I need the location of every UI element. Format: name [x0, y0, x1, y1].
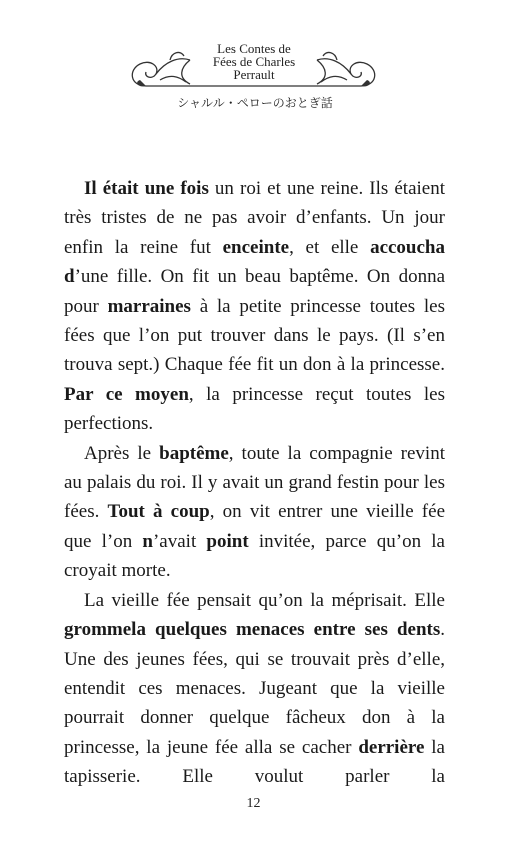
text-run: , on vit entrer une vieille fée que l’on [64, 501, 445, 552]
page-number: 12 [246, 796, 261, 811]
text-run: à la petite princesse toutes les fées que l’on put trouver dans le pays. (Il s’en trouva sept.) Chaque fée fit un don à la princesse. [64, 295, 445, 376]
text-run: , toute la compagnie revint au palais du roi. Il y avait un grand festin pour les fées. [64, 442, 445, 523]
text-run: La vieille fée pensait qu’on la méprisait. Elle [84, 589, 445, 611]
text-run: ’avait [152, 530, 207, 552]
text-run: ’une fille. On fit un beau baptême. On donna pour [64, 266, 445, 317]
text-run: , et elle [289, 236, 371, 258]
paragraph [64, 586, 445, 792]
bold-term: Par ce moyen [64, 383, 189, 405]
paragraph [64, 439, 445, 586]
text-run: un roi et une reine. Ils étaient très tristes de ne pas avoir d’enfants. Un jour enfin la reine fut [64, 178, 445, 258]
bold-term: Il était une fois [84, 178, 209, 199]
bold-term: n [142, 530, 153, 552]
running-header [0, 0, 507, 110]
book-title-line: Fées de Charles [212, 54, 296, 69]
text-run: Après le [84, 442, 160, 464]
bold-term: marraines [107, 295, 191, 317]
bold-term: baptême [159, 442, 229, 464]
text-run: , la princesse reçut toutes les perfections. [64, 383, 445, 435]
book-title-line: Les Contes de [217, 41, 291, 56]
text-run: . Une des jeunes fées, qui se trouvait près d’elle, entendit ces menaces. Jugeant que la vieille pourrait donner quelque fâcheux don à la princesse, la jeune fée alla se cacher [64, 619, 445, 758]
bold-term: point [206, 530, 249, 552]
book-title-line: Perrault [233, 67, 275, 82]
text-run: invitée, parce qu’on la croyait morte. [64, 530, 445, 582]
text-run: la tapisserie. Elle voulut parler la [64, 736, 445, 788]
bold-term: derrière [358, 736, 425, 758]
bold-term: enceinte [222, 236, 290, 258]
japanese-subtitle: シャルル・ペローのおとぎ話 [177, 96, 333, 110]
story-text [64, 174, 445, 792]
bold-term: grommela quelques menaces entre ses dents [64, 619, 441, 641]
bold-term: Tout à coup [107, 501, 210, 523]
paragraph [64, 174, 445, 439]
book-title [190, 42, 318, 81]
bold-term: accoucha d [64, 236, 445, 288]
